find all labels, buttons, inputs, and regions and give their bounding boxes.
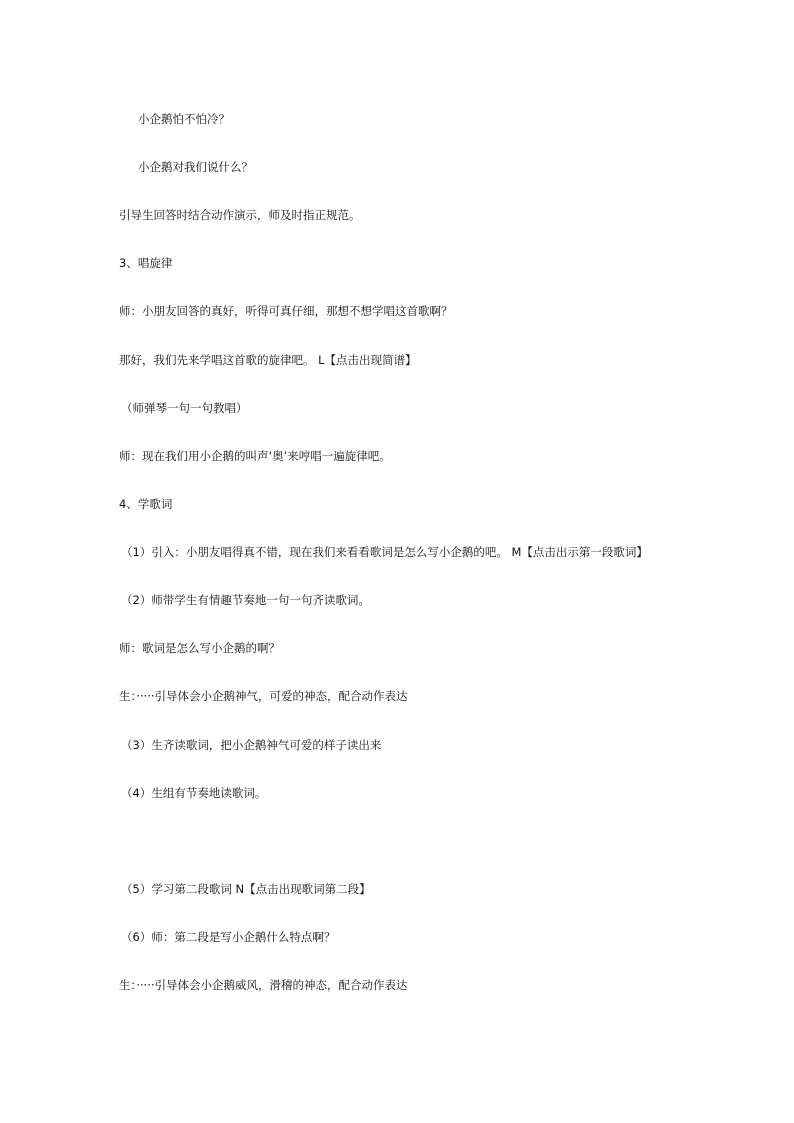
lyrics-step-1: （1）引入：小朋友唱得真不错，现在我们来看看歌词是怎么写小企鹅的吧。 M【点击出示第一段歌词】: [121, 545, 648, 559]
lyrics-step-6: （6）师：第二段是写小企鹅什么特点啊？: [121, 930, 336, 944]
lyrics-step-5: （5）学习第二段歌词 N【点击出现歌词第二段】: [121, 882, 371, 896]
lyrics-step-4: （4）生组有节奏地读歌词。: [121, 786, 267, 800]
student-response-1: 生：·····引导体会小企鹅神气，可爱的神态，配合动作表达: [119, 689, 408, 703]
student-response-2: 生：·····引导体会小企鹅威风，滑稽的神态，配合动作表达: [119, 978, 408, 992]
teacher-piano-note: （师弹琴一句一句教唱）: [121, 401, 248, 415]
lyrics-step-2: （2）师带学生有情趣节奏地一句一句齐读歌词。: [121, 593, 370, 607]
question-cold: 小企鹅怕不怕冷？: [138, 112, 230, 126]
teacher-question-lyrics: 师：歌词是怎么写小企鹅的啊？: [119, 641, 280, 655]
learn-melody: 那好，我们先来学唱这首歌的旋律吧。 L【点击出现简谱】: [119, 353, 417, 367]
lyrics-step-3: （3）生齐读歌词，把小企鹅神气可爱的样子读出来: [121, 738, 382, 752]
guide-answer: 引导生回答时结合动作演示，师及时指正规范。: [119, 208, 361, 222]
section-heading-lyrics: 4、学歌词: [119, 497, 173, 511]
teacher-praise: 师：小朋友回答的真好，听得可真仔细，那想不想学唱这首歌啊？: [119, 304, 453, 318]
section-heading-melody: 3、唱旋律: [119, 256, 173, 270]
teacher-hum: 师：现在我们用小企鹅的叫声‘奥’来哼唱一遍旋律吧。: [119, 449, 391, 463]
question-say: 小企鹅对我们说什么？: [138, 160, 253, 174]
